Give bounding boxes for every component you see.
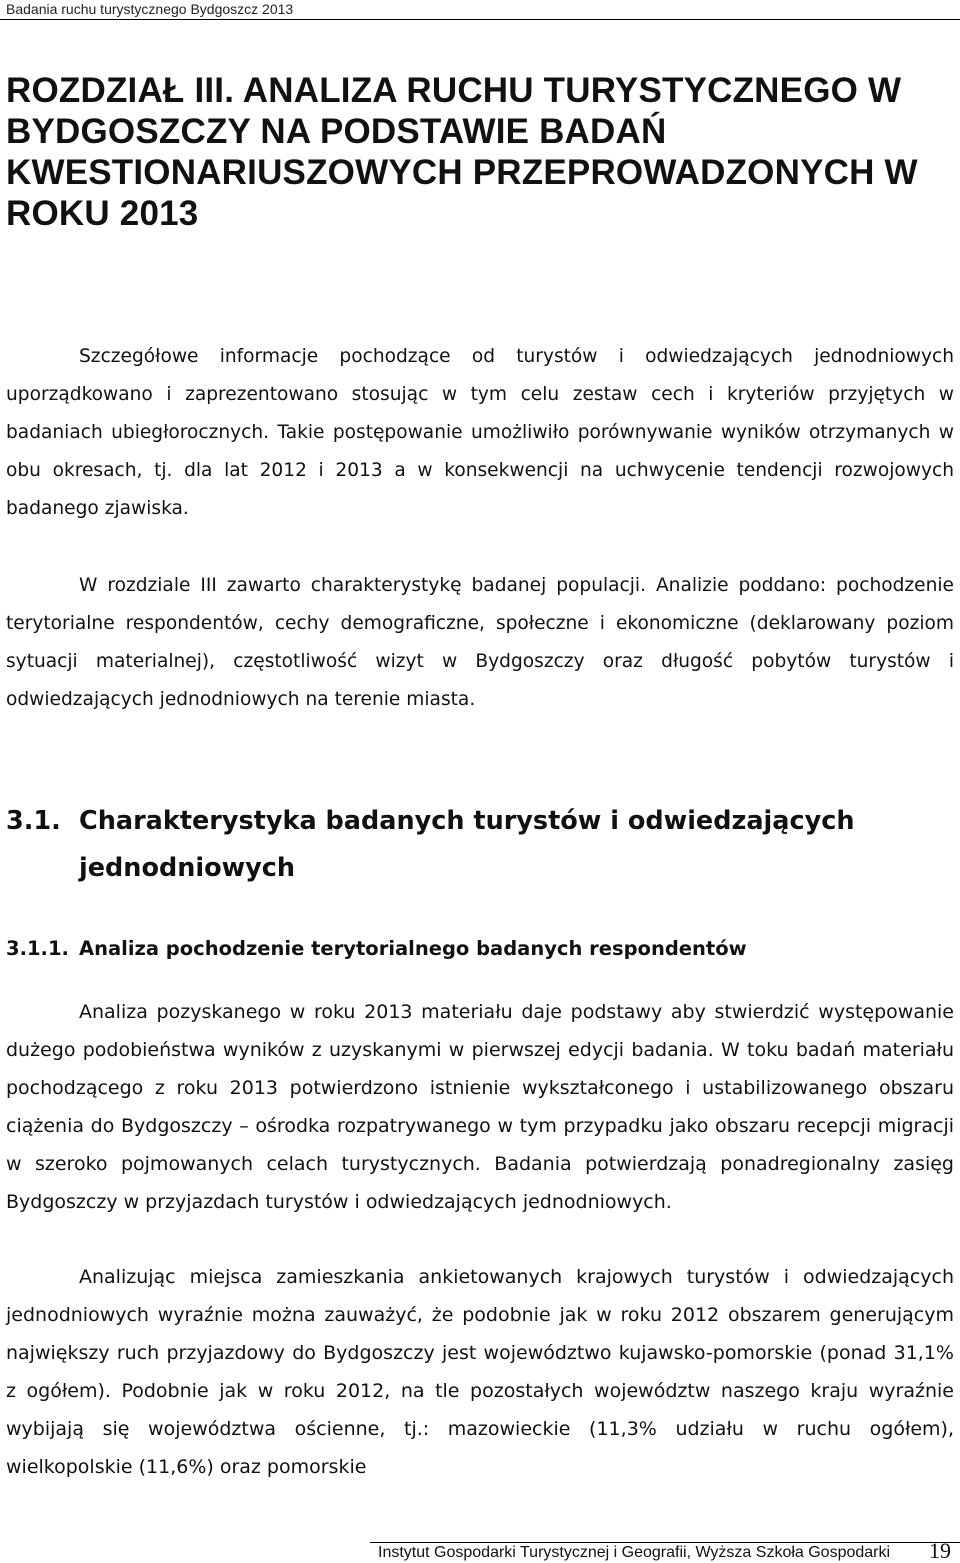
chapter-title: ROZDZIAŁ III. ANALIZA RUCHU TURYSTYCZNEGO W BYDGOSZCZY NA PODSTAWIE BADAŃ KWESTIONARIUSZOWYCH PRZEPROWADZONYCH W ROKU 2013 xyxy=(6,71,918,233)
footer-institution: Instytut Gospodarki Turystycznej i Geografii, Wyższa Szkoła Gospodarki xyxy=(378,1544,891,1561)
body-paragraph-1: Analiza pozyskanego w roku 2013 materiału daje podstawy aby stwierdzić występowanie dużego podobieństwa wyników z uzyskanymi w pierwszej edycji badania. W toku badań materiału pochodzącego z roku 2013 potwierdzono istnienie wykształconego i ustabilizowanego obszaru ciążenia do Bydgoszczy – ośrodka rozpatrywanego w tym przypadku jako obszaru recepcji migracji w szeroko pojmowanych celach turystycznych. Badania potwierdzają ponadregionalny zasięg Bydgoszczy w przyjazdach turystów i odwiedzających jednodniowych. xyxy=(6,1001,954,1213)
section-title: Charakterystyka badanych turystów i odwiedzających jednodniowych xyxy=(79,806,855,883)
subsection-heading xyxy=(6,930,747,968)
section-heading xyxy=(6,798,939,892)
intro-paragraph-1: Szczegółowe informacje pochodzące od turystów i odwiedzających jednodniowych uporządkowano i zaprezentowano stosując w tym celu zestaw cech i kryteriów przyjętych w badaniach ubiegłorocznych. Takie postępowanie umożliwiło porównywanie wyników otrzymanych w obu okresach, tj. dla lat 2012 i 2013 a w konsekwencji na uchwycenie tendencji rozwojowych badanego zjawiska. xyxy=(6,346,954,519)
intro-paragraph-2: W rozdziale III zawarto charakterystykę badanej populacji. Analizie poddano: pochodzenie terytorialne respondentów, cechy demograficzne, społeczne i ekonomiczne (deklarowany poziom sytuacji materialnej), częstotliwość wizyt w Bydgoszczy oraz długość pobytów turystów i odwiedzających jednodniowych na terenie miasta. xyxy=(6,575,954,710)
page-number: 19 xyxy=(929,1538,951,1563)
running-header: Badania ruchu turystycznego Bydgoszcz 2013 xyxy=(6,1,294,17)
footer-divider xyxy=(370,1542,960,1543)
body-paragraph-2: Analizując miejsca zamieszkania ankietowanych krajowych turystów i odwiedzających jednodniowych wyraźnie można zauważyć, że podobnie jak w roku 2012 obszarem generującym największy ruch przyjazdowy do Bydgoszczy jest województwo kujawsko-pomorskie (ponad 31,1% z ogółem). Podobnie jak w roku 2012, na tle pozostałych województw naszego kraju wyraźnie wybijają się województwa ościenne, tj.: mazowieckie (11,3% udziału w ruchu ogółem), wielkopolskie (11,6%) oraz pomorskie xyxy=(6,1266,954,1478)
subsection-title: Analiza pochodzenie terytorialnego badanych respondentów xyxy=(79,937,747,960)
header-divider xyxy=(0,19,960,20)
section-number: 3.1. xyxy=(6,806,61,836)
subsection-number: 3.1.1. xyxy=(6,937,69,960)
